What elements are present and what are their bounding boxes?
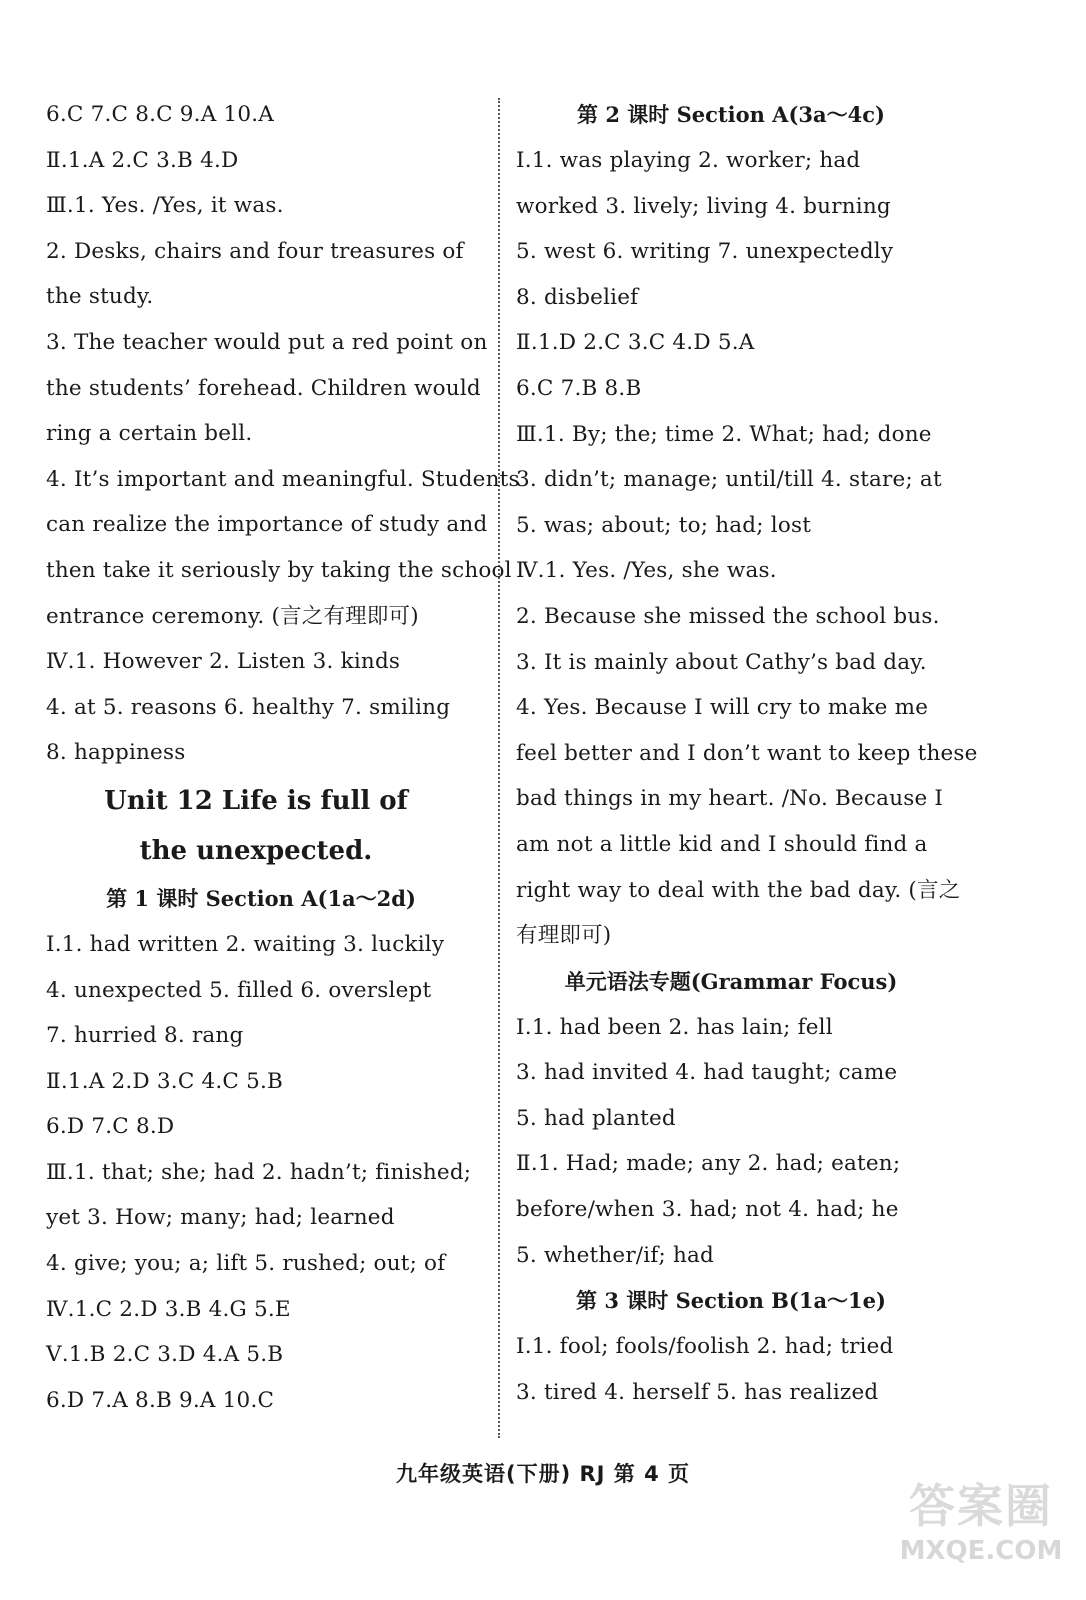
answer-line: Ⅴ.1.B 2.C 3.D 4.A 5.B — [46, 1342, 284, 1368]
left-bottom-block — [46, 922, 486, 1424]
answer-line: entrance ceremony. (言之有理即可) — [46, 603, 419, 629]
right-column — [516, 92, 978, 1415]
answer-line: before/when 3. had; not 4. had; he — [516, 1197, 899, 1223]
answer-line: Ⅰ.1. had been 2. has lain; fell — [516, 1014, 833, 1040]
watermark-url: MXQE.COM — [899, 1536, 1063, 1566]
answer-line: 4. Yes. Because I will cry to make me — [516, 695, 929, 721]
answer-line: Ⅳ.1. However 2. Listen 3. kinds — [46, 649, 401, 675]
section-3-title: 第 3 课时 Section B(1a～1e) — [576, 1288, 886, 1314]
answer-line: 8. happiness — [46, 740, 186, 766]
section-2-block — [516, 138, 978, 959]
answer-line: Ⅲ.1. By; the; time 2. What; had; done — [516, 421, 932, 447]
section-1-title: 第 1 课时 Section A(1a～2d) — [106, 885, 416, 911]
section-3-block — [516, 1324, 956, 1415]
answer-line: Ⅳ.1.C 2.D 3.B 4.G 5.E — [46, 1296, 291, 1322]
answer-line: 7. hurried 8. rang — [46, 1023, 244, 1049]
answer-line: 有理即可) — [516, 923, 612, 949]
answer-line: the study. — [46, 284, 154, 310]
answer-line: Ⅰ.1. fool; fools/foolish 2. had; tried — [516, 1334, 894, 1360]
answer-line: am not a little kid and I should find a — [516, 831, 928, 857]
grammar-block — [516, 1005, 956, 1279]
answer-line: bad things in my heart. /No. Because I — [516, 786, 944, 812]
answer-line: feel better and I don’t want to keep these — [516, 740, 978, 766]
answer-line: 5. was; about; to; had; lost — [516, 512, 812, 538]
answer-line: 4. at 5. reasons 6. healthy 7. smiling — [46, 694, 451, 720]
answer-line: 3. The teacher would put a red point on — [46, 329, 488, 355]
answer-line: 4. unexpected 5. filled 6. overslept — [46, 977, 432, 1003]
answer-line: Ⅳ.1. Yes. /Yes, she was. — [516, 558, 777, 584]
answer-line: 5. had planted — [516, 1105, 676, 1131]
watermark — [886, 1478, 1076, 1588]
answer-line: 8. disbelief — [516, 284, 639, 310]
answer-line: Ⅰ.1. was playing 2. worker; had — [516, 148, 861, 173]
answer-line: ring a certain bell. — [46, 421, 253, 447]
answer-line: 2. Because she missed the school bus. — [516, 603, 940, 629]
left-top-block — [46, 92, 520, 776]
answer-line: 3. had invited 4. had taught; came — [516, 1060, 898, 1086]
answer-line: yet 3. How; many; had; learned — [46, 1205, 395, 1231]
answer-line: 3. tired 4. herself 5. has realized — [516, 1379, 879, 1405]
answer-line: 3. didn’t; manage; until/till 4. stare; at — [516, 467, 942, 493]
answer-line: 3. It is mainly about Cathy’s bad day. — [516, 649, 927, 675]
answer-line: Ⅲ.1. that; she; had 2. hadn’t; finished; — [46, 1159, 472, 1185]
left-column — [46, 92, 520, 1423]
answer-line: 4. give; you; a; lift 5. rushed; out; of — [46, 1251, 446, 1277]
answer-line: the students’ forehead. Children would — [46, 375, 481, 401]
answer-line: right way to deal with the bad day. (言之 — [516, 877, 961, 903]
answer-line: then take it seriously by taking the school — [46, 557, 512, 583]
answer-line: 6.D 7.A 8.B 9.A 10.C — [46, 1387, 275, 1413]
answer-line: 4. It’s important and meaningful. Students — [46, 466, 520, 492]
answer-line: 2. Desks, chairs and four treasures of — [46, 238, 464, 264]
answer-line: 6.D 7.C 8.D — [46, 1114, 175, 1140]
section-2-title: 第 2 课时 Section A(3a～4c) — [577, 102, 885, 127]
unit-title-line-1: Unit 12 Life is full of — [104, 785, 408, 816]
answer-line: Ⅱ.1.A 2.C 3.B 4.D — [46, 147, 239, 173]
unit-title — [26, 776, 486, 876]
column-divider — [498, 98, 500, 1438]
watermark-logo: 答案圈 — [909, 1479, 1053, 1533]
answer-line: Ⅱ.1.A 2.D 3.C 4.C 5.B — [46, 1068, 284, 1094]
answer-line: worked 3. lively; living 4. burning — [516, 193, 891, 219]
answer-line: Ⅰ.1. had written 2. waiting 3. luckily — [46, 931, 445, 957]
answer-line: Ⅱ.1.D 2.C 3.C 4.D 5.A — [516, 330, 755, 356]
answer-line: 5. west 6. writing 7. unexpectedly — [516, 239, 894, 265]
unit-title-line-2: the unexpected. — [139, 835, 373, 866]
answer-line: Ⅲ.1. Yes. /Yes, it was. — [46, 193, 284, 219]
answer-line: can realize the importance of study and — [46, 512, 488, 538]
answer-line: Ⅱ.1. Had; made; any 2. had; eaten; — [516, 1151, 901, 1177]
grammar-focus-title: 单元语法专题(Grammar Focus) — [564, 968, 898, 994]
answer-line: 5. whether/if; had — [516, 1242, 714, 1268]
page-footer: 九年级英语(下册) RJ 第 4 页 — [395, 1462, 691, 1486]
answer-line: 6.C 7.C 8.C 9.A 10.A — [46, 102, 274, 127]
answer-line: 6.C 7.B 8.B — [516, 375, 642, 401]
